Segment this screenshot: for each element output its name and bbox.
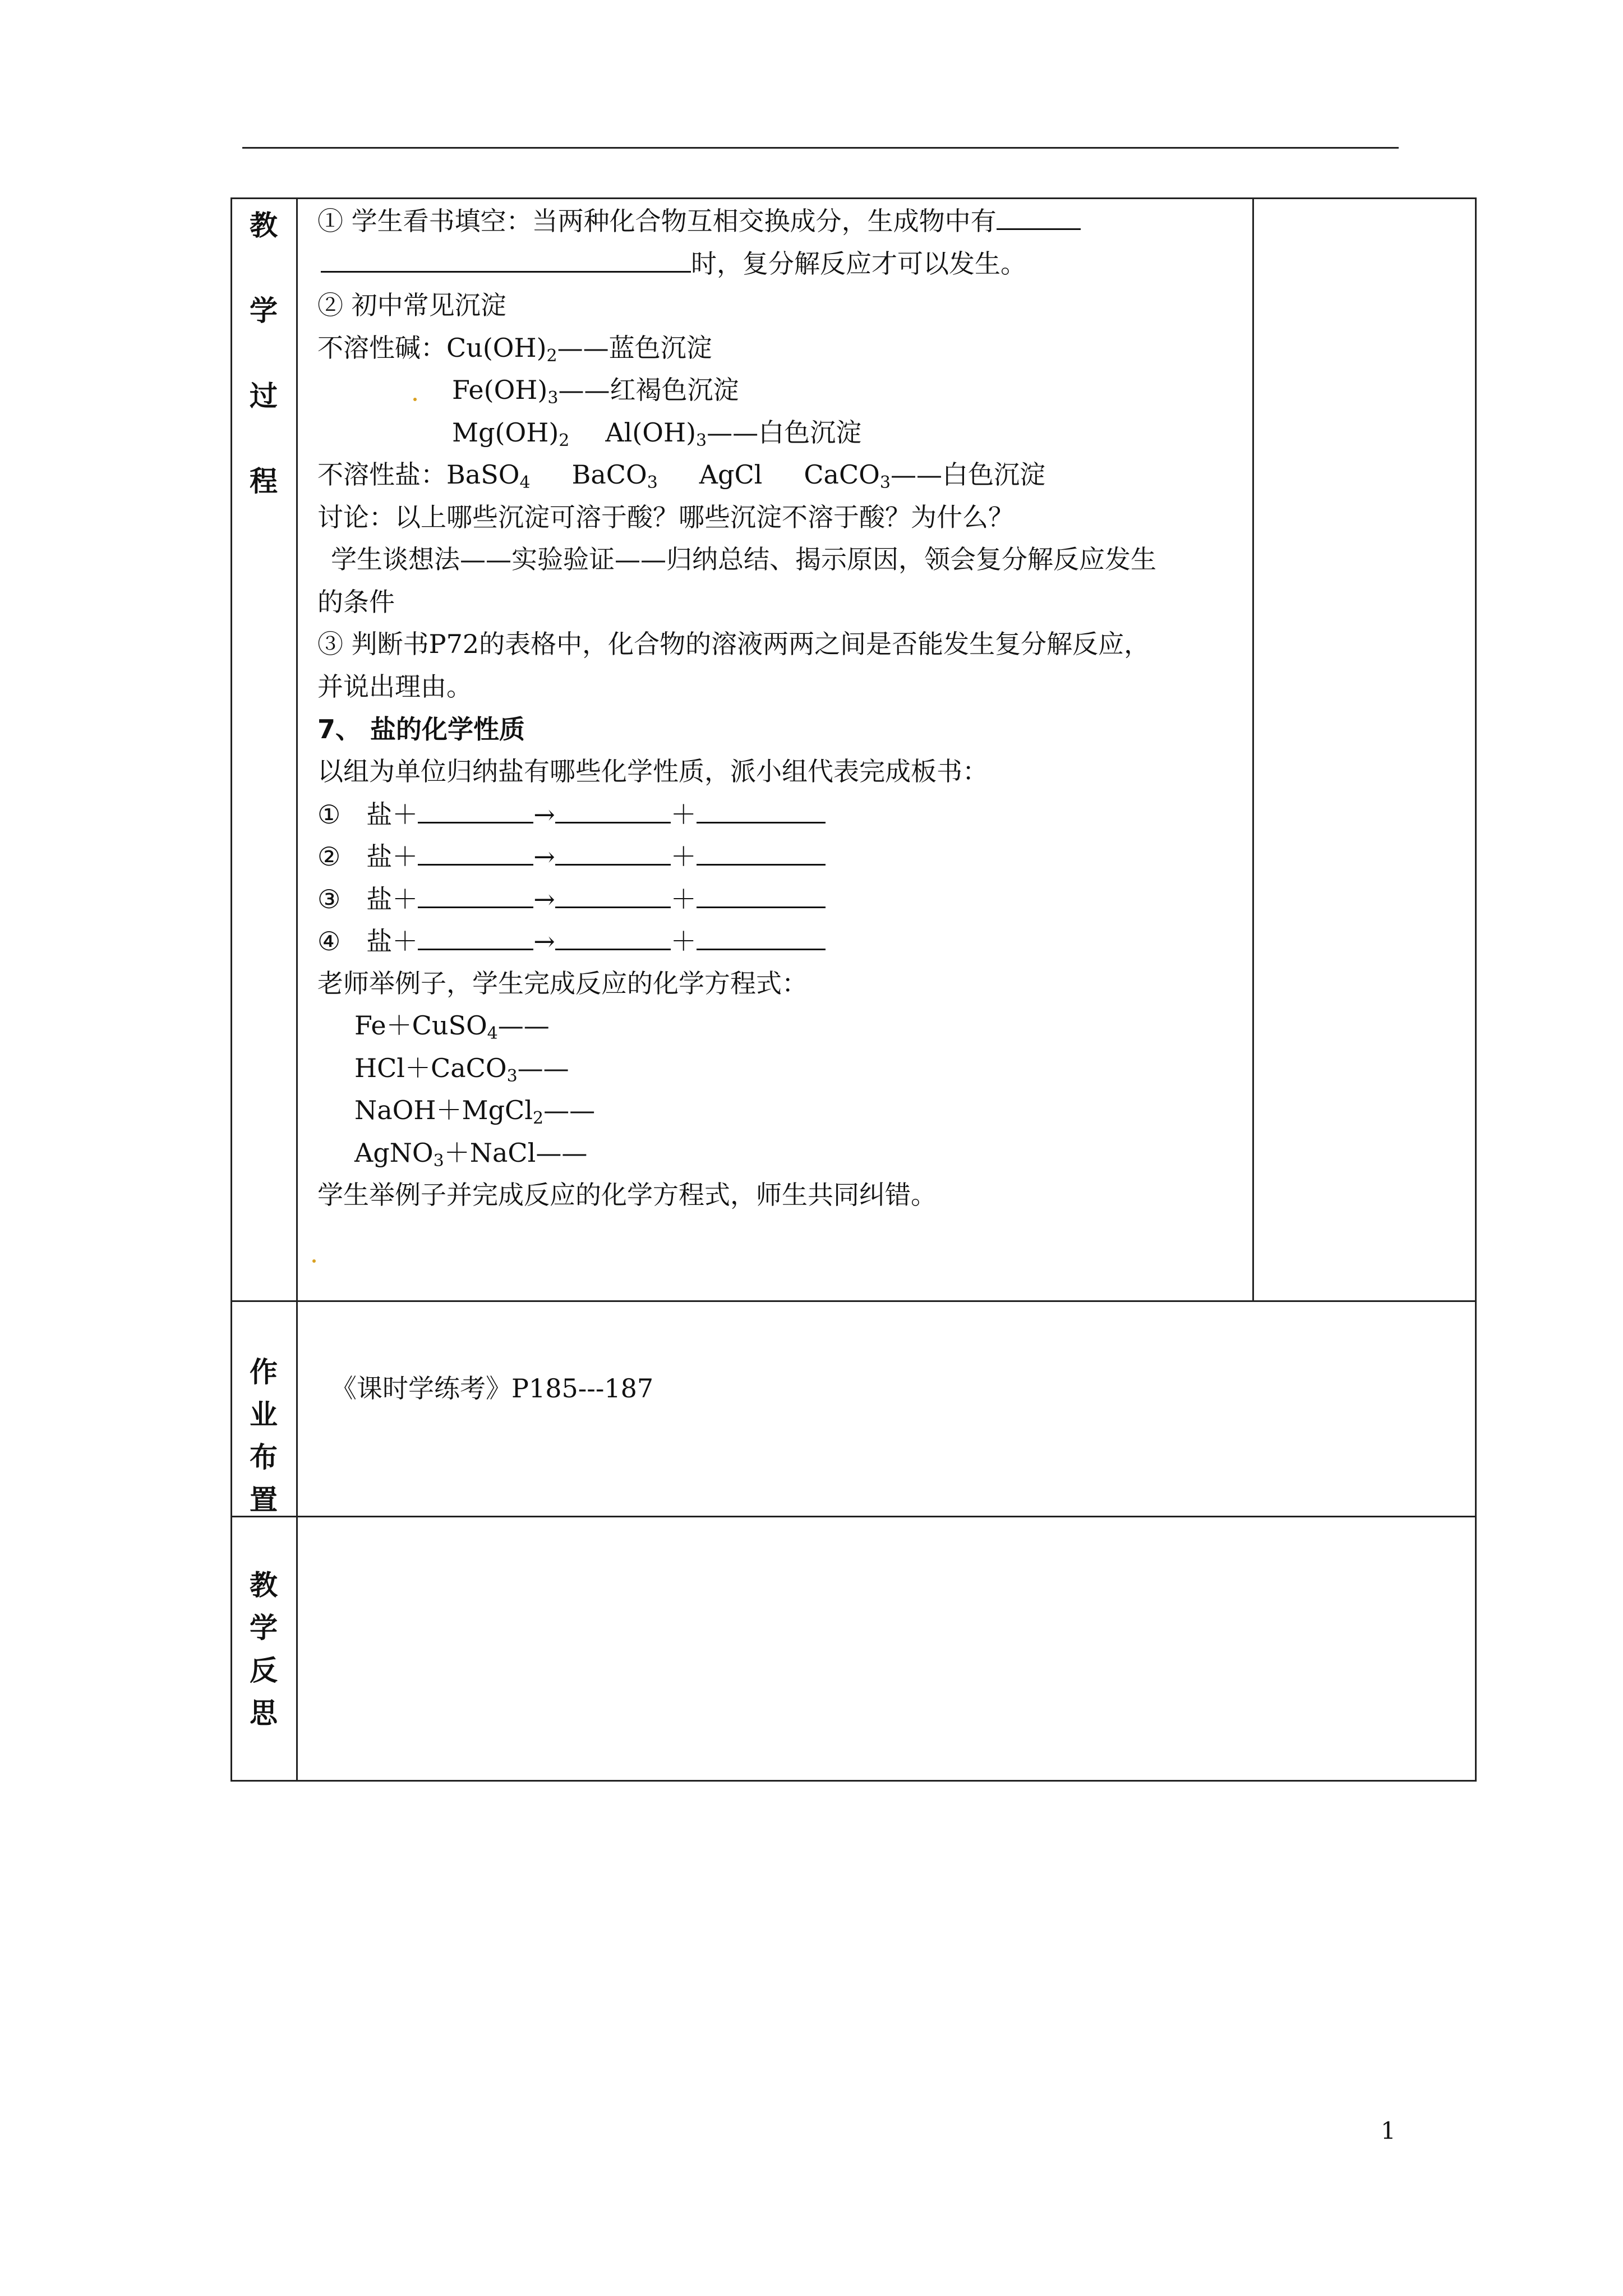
section-7-title: 7、 盐的化学性质 — [317, 714, 525, 744]
student-example-line: 学生举例子并完成反应的化学方程式，师生共同纠错。 — [317, 1180, 937, 1210]
fill-blank — [997, 204, 1081, 230]
label-char: 学 — [250, 295, 278, 327]
mg-al-hydroxide-line: $Mg(OH)_2$ $Al(OH)_3——$白色沉淀 — [452, 417, 862, 450]
fill-blank — [321, 246, 691, 273]
label-char: 作 — [250, 1356, 278, 1388]
fill-blank — [418, 839, 533, 866]
fill-blank — [555, 797, 671, 823]
judge-line-1: ③ 判断书P72的表格中，化合物的溶液两两之间是否能发生复分解反应， — [317, 629, 1150, 659]
insoluble-salts-line: 不溶性盐：BaSO$_4$ BaCO$_3$ AgCl CaCO$_3$——白色沉淀 — [317, 459, 1045, 493]
property-row-2: ② 盐＋ → ＋ — [317, 839, 826, 873]
homework-section-label — [247, 1350, 280, 1518]
stray-dot — [413, 398, 417, 401]
label-char: 程 — [250, 465, 278, 498]
label-char: 过 — [250, 380, 278, 412]
process-section-label — [247, 203, 280, 499]
homework-content-cell — [296, 1300, 1477, 1517]
fe-hydroxide-line: $Fe(OH)_3——$红褐色沉淀 — [452, 375, 739, 408]
property-row-3: ③ 盐＋ → ＋ — [317, 882, 826, 915]
equation-2: HCl＋CaCO$_3$—— — [354, 1053, 569, 1086]
reflection-section-label — [247, 1563, 280, 1731]
discussion-line: 讨论：以上哪些沉淀可溶于酸？哪些沉淀不溶于酸？为什么？ — [317, 502, 1014, 532]
label-char: 教 — [250, 209, 278, 242]
process-notes-cell — [1252, 197, 1477, 1302]
label-char: 布 — [250, 1441, 278, 1474]
label-char: 教 — [250, 1569, 278, 1602]
fill-blank — [418, 797, 533, 823]
fill-blank — [418, 924, 533, 950]
judge-line-2: 并说出理由。 — [317, 671, 472, 702]
label-char: 业 — [250, 1398, 278, 1431]
homework-content: 《课时学练考》P185---187 — [331, 1373, 654, 1404]
student-ideas-line-1: 学生谈想法——实验验证——归纳总结、揭示原因，领会复分解反应发生 — [331, 544, 1156, 574]
label-char: 反 — [250, 1654, 278, 1687]
page-number: 1 — [1381, 2117, 1396, 2145]
label-char: 思 — [250, 1697, 278, 1729]
label-char: 学 — [250, 1612, 278, 1644]
stray-dot — [312, 1259, 316, 1263]
equation-4: AgNO$_3$＋NaCl—— — [354, 1138, 588, 1171]
fill-blank — [697, 924, 826, 950]
fill-in-line-2: 时，复分解反应才可以发生。 — [317, 246, 1026, 280]
header-rule — [242, 147, 1399, 149]
fill-blank — [418, 882, 533, 908]
precipitates-heading: ② 初中常见沉淀 — [317, 290, 506, 320]
label-char: 置 — [250, 1484, 278, 1516]
fill-blank — [555, 924, 671, 950]
equation-3: NaOH＋MgCl$_2$—— — [354, 1095, 596, 1128]
fill-blank — [555, 839, 671, 866]
fill-blank — [697, 797, 826, 823]
student-ideas-line-2: 的条件 — [317, 587, 395, 617]
group-summary-line: 以组为单位归纳盐有哪些化学性质，派小组代表完成板书： — [317, 756, 988, 786]
property-row-4: ④ 盐＋ → ＋ — [317, 924, 826, 958]
insoluble-bases-line: 不溶性碱：$Cu(OH)_2——$蓝色沉淀 — [317, 333, 712, 366]
fill-blank — [697, 882, 826, 908]
reflection-content-cell — [296, 1516, 1477, 1782]
fill-blank — [555, 882, 671, 908]
property-row-1: ① 盐＋ → ＋ — [317, 797, 826, 831]
fill-in-line-1: ① 学生看书填空：当两种化合物互相交换成分，生成物中有 — [317, 204, 1081, 237]
teacher-example-line: 老师举例子，学生完成反应的化学方程式： — [317, 968, 808, 999]
equation-1: Fe＋CuSO$_4$—— — [354, 1010, 550, 1043]
fill-blank — [697, 839, 826, 866]
